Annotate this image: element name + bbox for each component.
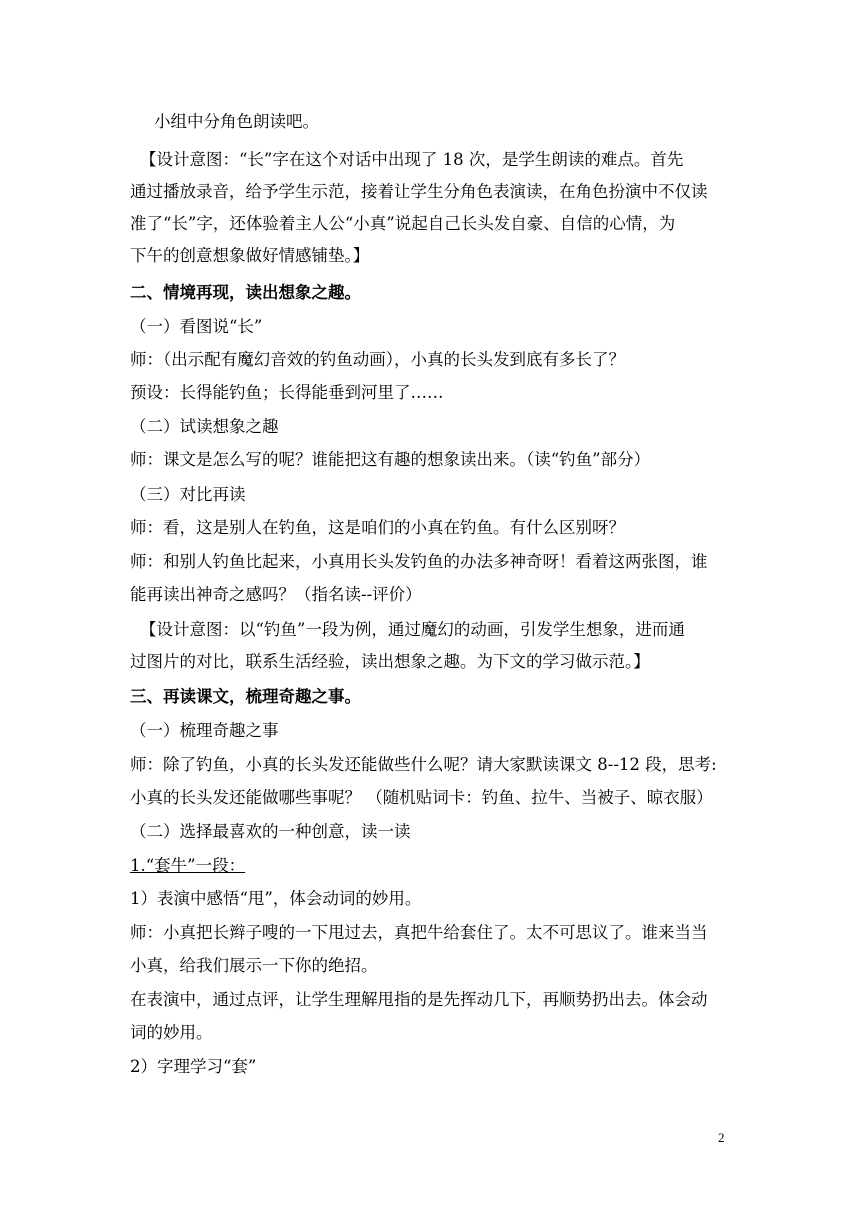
subsection-heading: （三）对比再读 (130, 485, 246, 504)
section-heading: 二、情境再现，读出想象之趣。 (130, 283, 361, 302)
subsection-heading: （一）梳理奇趣之事 (130, 721, 279, 740)
paragraph-line: 小组中分角色朗读吧。 (154, 112, 319, 131)
design-intent-line: 【设计意图：以“钓鱼”一段为例，通过魔幻的动画，引发学生想象，进而通 (140, 620, 685, 639)
paragraph-line: 师：（出示配有魔幻音效的钓鱼动画），小真的长头发到底有多长了？ (130, 350, 625, 369)
paragraph-line: 师：除了钓鱼，小真的长头发还能做些什么呢？请大家默读课文 8--12 段，思考: (130, 755, 717, 774)
design-intent-line: 过图片的对比，联系生活经验，读出想象之趣。为下文的学习做示范。】 (130, 652, 650, 671)
section-heading: 三、再读课文，梳理奇趣之事。 (130, 687, 361, 706)
subsection-heading: （一）看图说“长” (130, 317, 263, 336)
design-intent-line: 通过播放录音，给予学生示范，接着让学生分角色表演读，在角色扮演中不仅读 (130, 182, 708, 201)
design-intent-line: 【设计意图：“长”字在这个对话中出现了 18 次，是学生朗读的难点。首先 (140, 150, 684, 169)
paragraph-line: 能再读出神奇之感吗？（指名读--评价） (130, 585, 422, 604)
paragraph-line: 1）表演中感悟“甩”，体会动词的妙用。 (130, 889, 422, 908)
subsection-heading: （二）试读想象之趣 (130, 417, 279, 436)
subsection-heading: （二）选择最喜欢的一种创意，读一读 (130, 822, 411, 841)
paragraph-line: 小真的长头发还能做哪些事呢？ （随机贴词卡：钓鱼、拉牛、当被子、晾衣服） (130, 788, 713, 807)
paragraph-line: 师：和别人钓鱼比起来，小真用长头发钓鱼的办法多神奇呀！看着这两张图，谁 (130, 552, 708, 571)
paragraph-line: 2）字理学习“套” (130, 1057, 257, 1076)
design-intent-line: 下午的创意想象做好情感铺垫。】 (130, 246, 370, 265)
paragraph-line: 师：看，这是别人在钓鱼，这是咱们的小真在钓鱼。有什么区别呀？ (130, 518, 625, 537)
paragraph-line: 预设：长得能钓鱼；长得能垂到河里了…… (130, 383, 444, 402)
item-heading: 1.“套牛”一段： (130, 856, 246, 875)
paragraph-line: 师：小真把长辫子嗖的一下甩过去，真把牛给套住了。太不可思议了。谁来当当 (130, 923, 708, 942)
design-intent-line: 准了“长”字，还体验着主人公“小真”说起自己长头发自豪、自信的心情，为 (130, 214, 676, 233)
paragraph-line: 师：课文是怎么写的呢？谁能把这有趣的想象读出来。（读“钓鱼”部分） (130, 450, 651, 469)
paragraph-line: 词的妙用。 (130, 1023, 213, 1042)
paragraph-line: 小真，给我们展示一下你的绝招。 (130, 956, 378, 975)
paragraph-line: 在表演中，通过点评，让学生理解甩指的是先挥动几下，再顺势扔出去。体会动 (130, 990, 708, 1009)
page-number: 2 (718, 1130, 725, 1145)
